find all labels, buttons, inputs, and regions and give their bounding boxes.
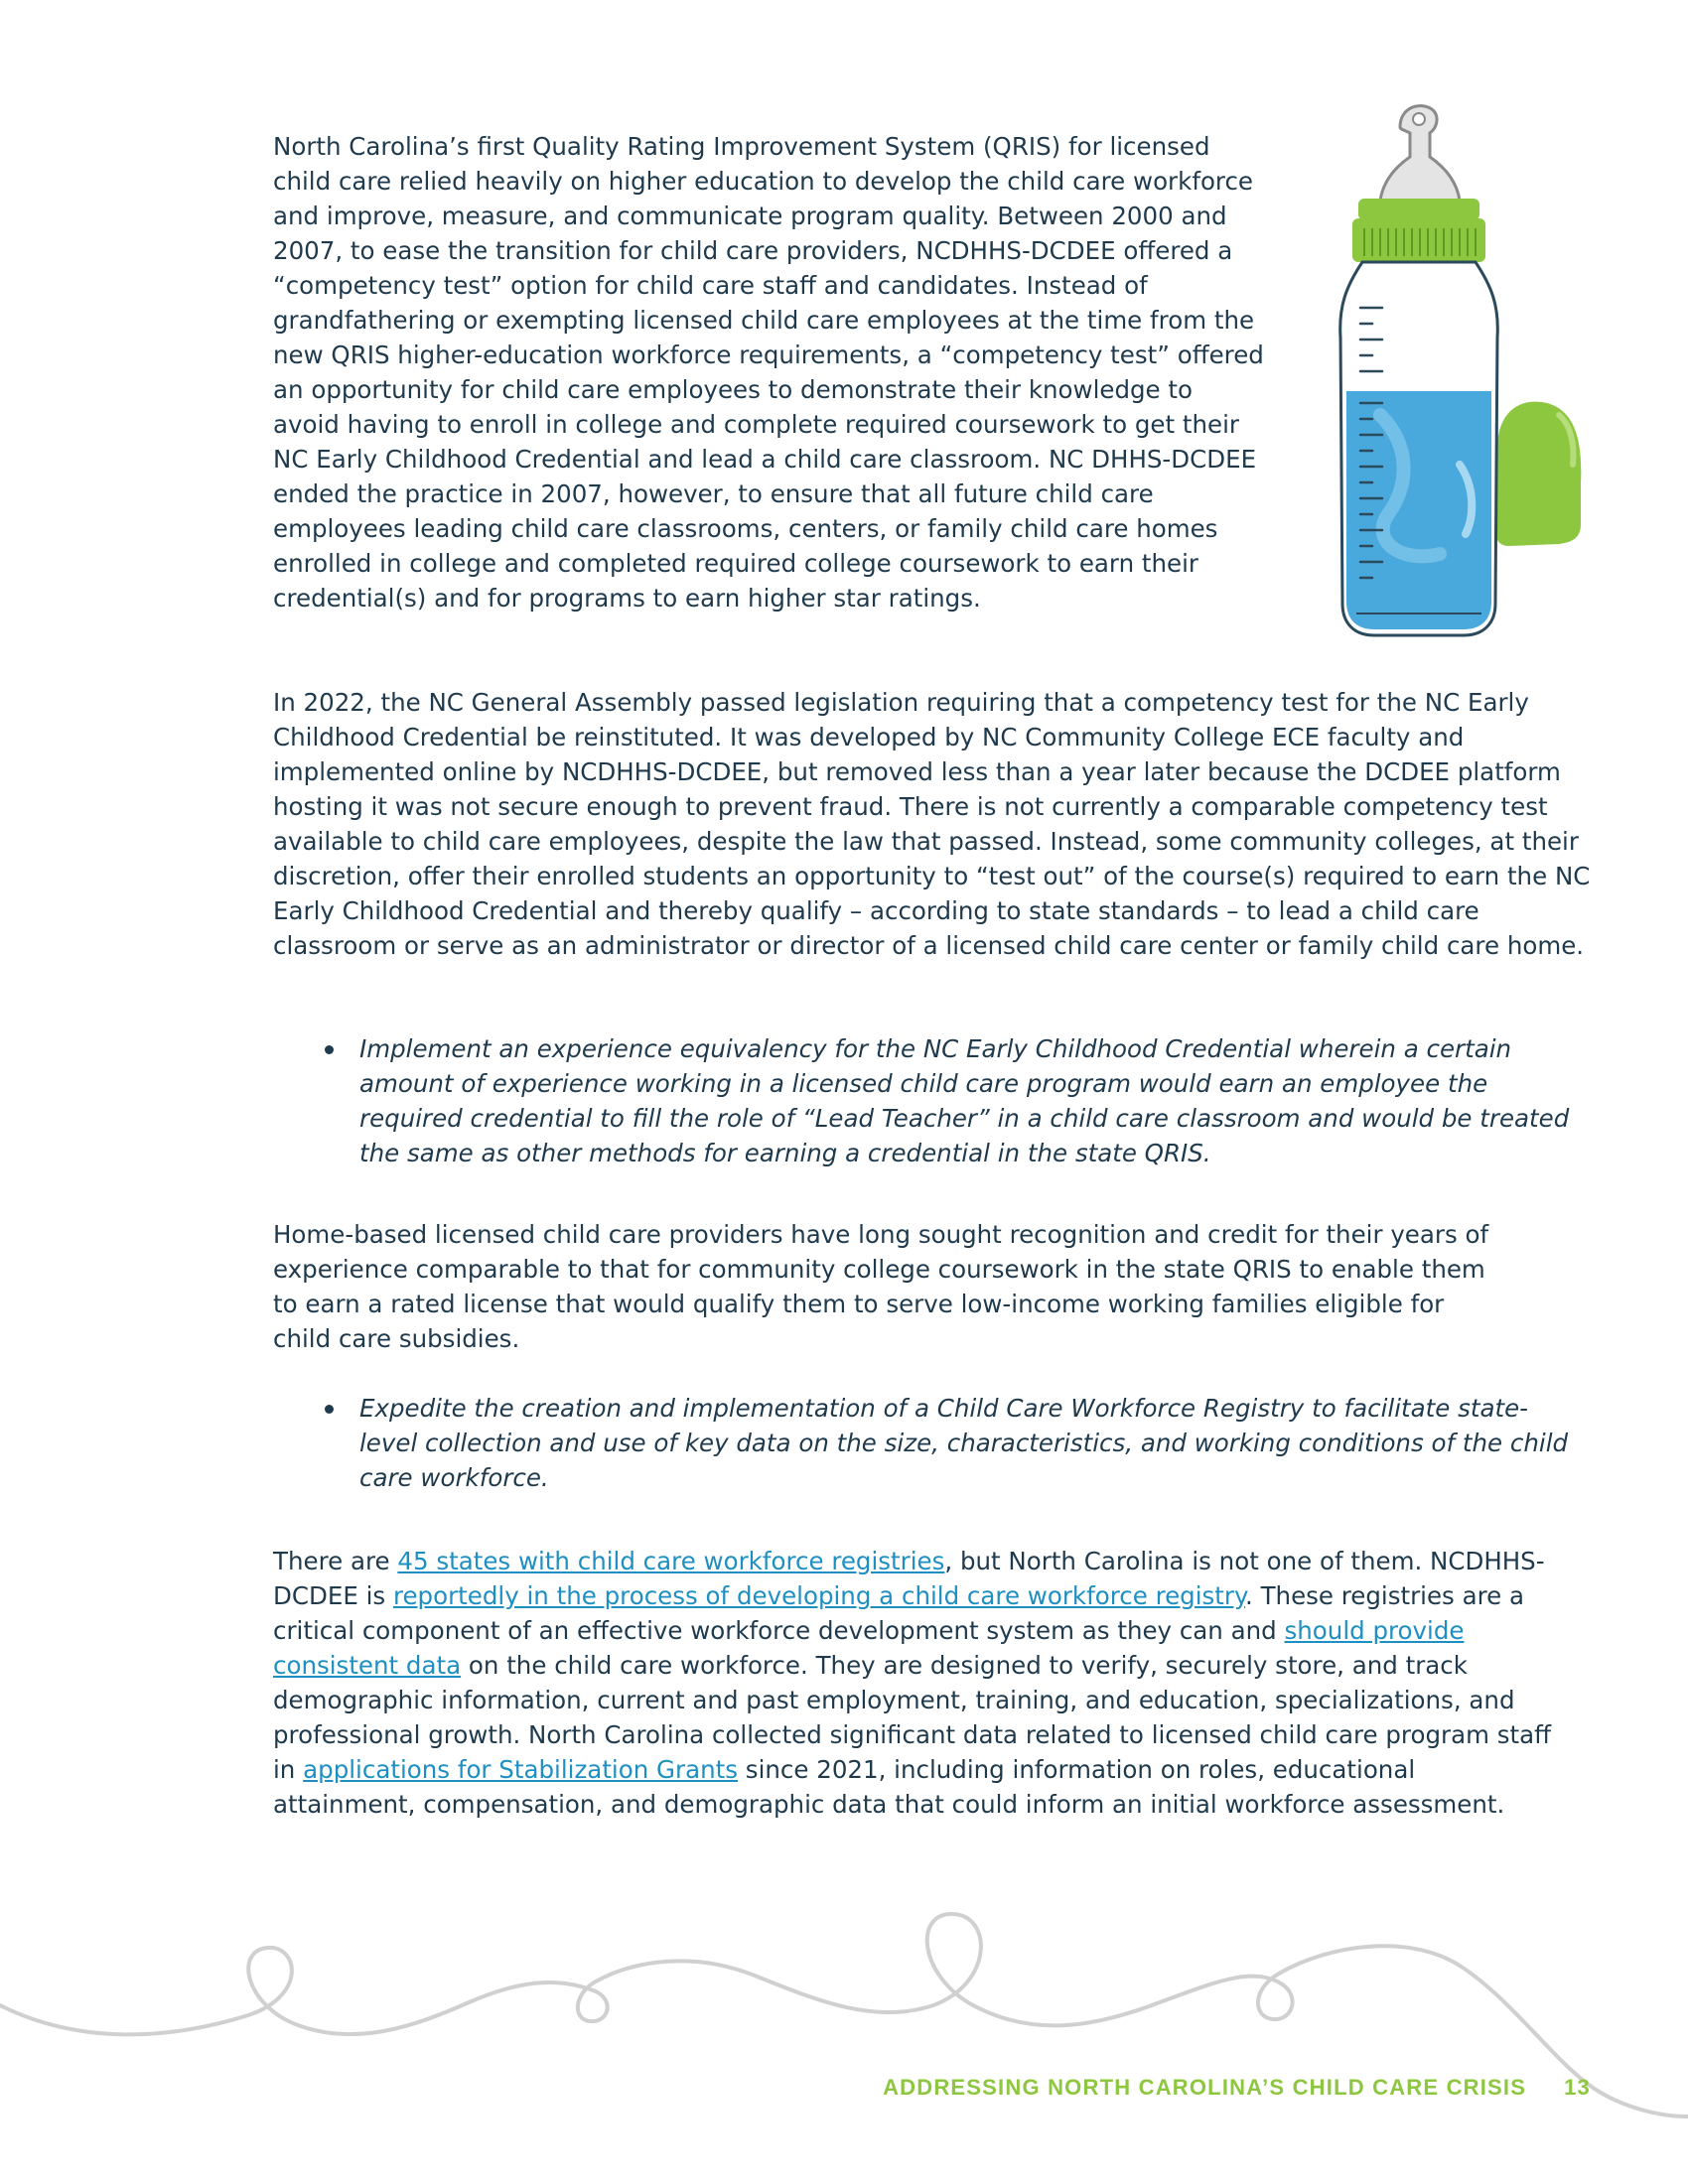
link-consistent-data[interactable]: should provide consistent data xyxy=(273,1616,1465,1680)
baby-bottle-illustration xyxy=(1261,87,1589,663)
link-registry-in-development[interactable]: reportedly in the process of developing a child care workforce registry xyxy=(392,1581,1245,1610)
paragraph-home-based-providers: Home-based licensed child care providers have long sought recognition and credit for their years of experience comparable to that for community college coursework in the state QRIS to enable them to earn a rated license that would qualify them to serve low-income working families eligible for child care subsidies. xyxy=(273,1220,1489,1353)
text-run: , but North Carolina is not one of them. NCDHHS-DCDEE is xyxy=(273,1547,1545,1610)
text-run: since 2021, including information on roles, educational attainment, compensation, and demographic data that could inform an initial workforce assessment. xyxy=(273,1755,1505,1819)
recommendation-experience-equivalency: Implement an experience equivalency for the NC Early Childhood Credential wherein a certain amount of experience working in a licensed child care program would earn an employee the required credential to fill the role of “Lead Teacher” in a child care classroom and would be treated the same as other methods for earning a credential in the state QRIS. xyxy=(323,1031,1574,1170)
text-run: There are xyxy=(273,1547,398,1575)
paragraph-qris-history: North Carolina’s first Quality Rating Improvement System (QRIS) for licensed child care relied heavily on higher education to develop the child care workforce and improve, measure, and communicate program quality. Between 2000 and 2007, to ease the transition for child care providers, NCDHHS-DCDEE offered a “competency test” option for child care staff and candidates. Instead of grandfathering or exempting licensed child care employees at the time from the new QRIS higher-education workforce requirements, a “competency test” offered an opportunity for child care employees to demonstrate their knowledge to avoid having to enroll in college and complete required coursework to get their NC Early Childhood Credential and lead a child care classroom. NC DHHS-DCDEE ended the practice in 2007, however, to ensure that all future child care employees leading child care classrooms, centers, or family child care homes enrolled in college and completed required college coursework to earn their credential(s) and for programs to earn higher star ratings. xyxy=(273,132,1264,613)
paragraph-workforce-registries xyxy=(273,1544,1564,1822)
link-45-states-registries[interactable]: 45 states with child care workforce registries xyxy=(397,1547,945,1575)
recommendation-list-2 xyxy=(323,1391,1584,1495)
recommendation-list-1 xyxy=(323,1031,1574,1170)
footer-title: ADDRESSING NORTH CAROLINA’S CHILD CARE CRISIS xyxy=(883,2075,1527,2100)
recommendation-workforce-registry: Expedite the creation and implementation of a Child Care Workforce Registry to facilitate state-level collection and use of key data on the size, characteristics, and working conditions of the child care workforce. xyxy=(323,1391,1584,1495)
paragraph-competency-test-2022: In 2022, the NC General Assembly passed legislation requiring that a competency test for the NC Early Childhood Credential be reinstituted. It was developed by NC Community College ECE faculty and implemented online by NCDHHS-DCDEE, but removed less than a year later because the DCDEE platform hosting it was not secure enough to prevent fraud. There is not currently a comparable competency test available to child care employees, despite the law that passed. Instead, some community colleges, at their discretion, offer their enrolled students an opportunity to “test out” of the course(s) required to earn the NC Early Childhood Credential and thereby qualify – according to state standards – to lead a child care classroom or serve as an administrator or director of a licensed child care center or family child care home. xyxy=(273,688,1591,960)
text-run: on the child care workforce. They are designed to verify, securely store, and track demographic information, current and past employment, training, and education, specializations, and professional growth. North Carolina collected significant data related to licensed child care program staff in xyxy=(273,1651,1552,1784)
page-number: 13 xyxy=(1564,2075,1591,2100)
text-run: . These registries are a critical component of an effective workforce development system as they can and xyxy=(273,1581,1525,1645)
page-footer xyxy=(883,2075,1591,2101)
link-stabilization-grants[interactable]: applications for Stabilization Grants xyxy=(303,1755,739,1784)
